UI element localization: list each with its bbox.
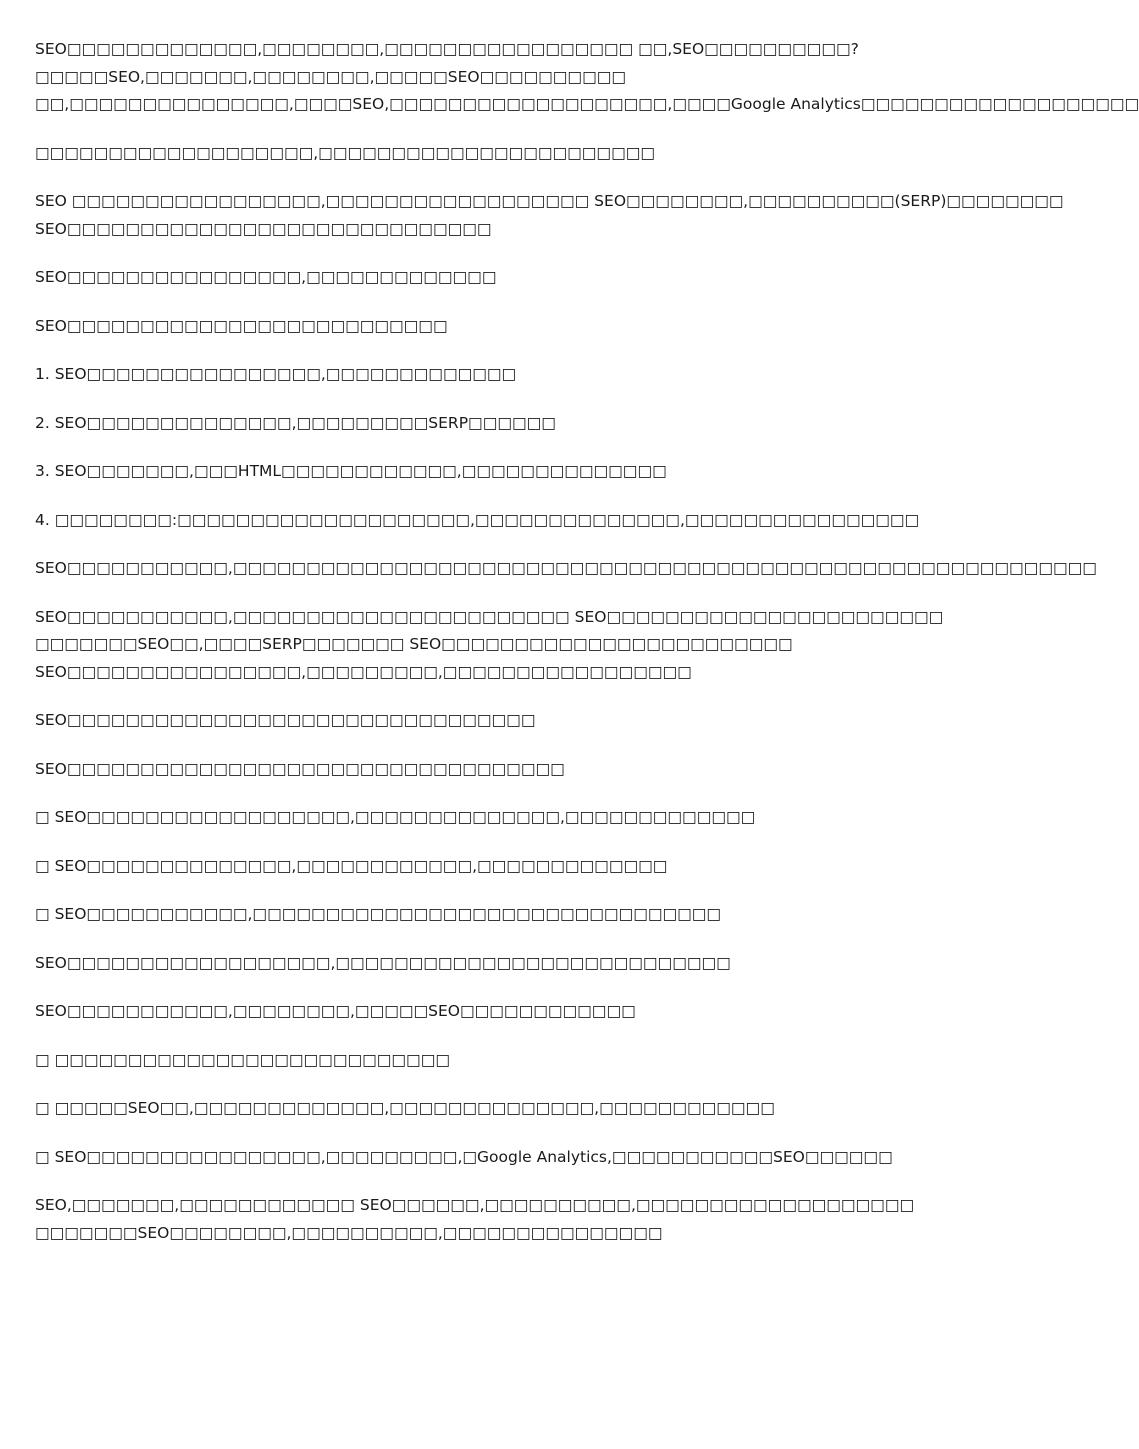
paragraph <box>35 901 985 929</box>
paragraph <box>35 756 985 784</box>
text-line: 3. SEO□□□□□□□,□□□HTML□□□□□□□□□□□□,□□□□□□□□□□□□□□ <box>35 462 667 480</box>
paragraph <box>35 853 985 881</box>
text-line: □ □□□□□□□□□□□□□□□□□□□□□□□□□□□ <box>35 1050 450 1069</box>
text-line: □□,□□□□□□□□□□□□□□□,□□□□SEO,□□□□□□□□□□□□□□□□□□□,□□□□Google Analytics□□□□□□□□□□□□□□□□□□□ <box>35 95 1139 113</box>
paragraph <box>35 264 985 292</box>
text-line: SEO□□□□□□□□□□□□□□□□□□□□□□□□□□ <box>35 316 448 335</box>
text-line: □ □□□□□SEO□□,□□□□□□□□□□□□□,□□□□□□□□□□□□□□,□□□□□□□□□□□□ <box>35 1099 775 1117</box>
paragraph <box>35 604 985 687</box>
paragraph <box>35 998 985 1026</box>
text-line: SEO□□□□□□□□□□□□□,□□□□□□□□,□□□□□□□□□□□□□□□□□ □□,SEO□□□□□□□□□□? <box>35 40 859 58</box>
text-line: □ SEO□□□□□□□□□□□□□□,□□□□□□□□□□□□,□□□□□□□□□□□□□ <box>35 856 668 875</box>
text-line: SEO□□□□□□□□□□□,□□□□□□□□□□□□□□□□□□□□□□□□□□□□□□□□□□□□□□□□□□□□□□□□□□□□□□□□□□□ <box>35 559 1097 577</box>
text-line: □□□□□□□SEO□□,□□□□SERP□□□□□□□ SEO□□□□□□□□□□□□□□□□□□□□□□□□ <box>35 635 793 653</box>
text-line: SEO □□□□□□□□□□□□□□□□□,□□□□□□□□□□□□□□□□□□ SEO□□□□□□□□,□□□□□□□□□□(SERP)□□□□□□□□ <box>35 192 1064 210</box>
paragraph <box>35 1047 985 1075</box>
paragraph <box>35 36 1139 119</box>
text-line: □□□□□□□SEO□□□□□□□□,□□□□□□□□□□,□□□□□□□□□□□□□□□ <box>35 1223 663 1242</box>
paragraph <box>35 1095 985 1123</box>
text-line: □ SEO□□□□□□□□□□□,□□□□□□□□□□□□□□□□□□□□□□□□□□□□□□□□ <box>35 905 722 923</box>
paragraph <box>35 188 1064 243</box>
paragraph <box>35 707 985 735</box>
text-line: SEO□□□□□□□□□□□,□□□□□□□□□□□□□□□□□□□□□□□ SEO□□□□□□□□□□□□□□□□□□□□□□□ <box>35 607 944 626</box>
paragraph <box>35 410 985 438</box>
text-line: SEO□□□□□□□□□□□□□□□□,□□□□□□□□□,□□□□□□□□□□□□□□□□□ <box>35 662 692 681</box>
text-line: SEO□□□□□□□□□□□□□□□□□□,□□□□□□□□□□□□□□□□□□□□□□□□□□□ <box>35 953 731 972</box>
paragraph <box>35 507 985 535</box>
paragraph <box>35 555 1097 583</box>
text-line: 4. □□□□□□□□:□□□□□□□□□□□□□□□□□□□□,□□□□□□□□□□□□□□,□□□□□□□□□□□□□□□□ <box>35 510 920 529</box>
paragraph <box>35 804 985 832</box>
paragraph <box>35 950 985 978</box>
text-line: SEO,□□□□□□□,□□□□□□□□□□□□ SEO□□□□□□,□□□□□□□□□□,□□□□□□□□□□□□□□□□□□□ <box>35 1196 915 1214</box>
paragraph <box>35 458 985 486</box>
text-line: SEO□□□□□□□□□□□□□□□□,□□□□□□□□□□□□□ <box>35 268 497 286</box>
paragraph <box>35 313 985 341</box>
text-line: □ SEO□□□□□□□□□□□□□□□□,□□□□□□□□□,□Google Analytics,□□□□□□□□□□□SEO□□□□□□ <box>35 1147 893 1166</box>
text-line: □ SEO□□□□□□□□□□□□□□□□□□,□□□□□□□□□□□□□□,□□□□□□□□□□□□□ <box>35 808 756 826</box>
paragraph <box>35 361 985 389</box>
paragraph <box>35 1144 985 1172</box>
text-line: □□□□□□□□□□□□□□□□□□□,□□□□□□□□□□□□□□□□□□□□□□□ <box>35 143 656 162</box>
text-line: 1. SEO□□□□□□□□□□□□□□□□,□□□□□□□□□□□□□ <box>35 365 517 383</box>
paragraph <box>35 140 985 168</box>
text-line: SEO□□□□□□□□□□□□□□□□□□□□□□□□□□□□□□□□ <box>35 711 536 729</box>
document-page <box>35 36 1139 1268</box>
text-line: 2. SEO□□□□□□□□□□□□□□,□□□□□□□□□SERP□□□□□□ <box>35 413 556 432</box>
text-line: SEO□□□□□□□□□□□,□□□□□□□□,□□□□□SEO□□□□□□□□□□□□ <box>35 1002 636 1020</box>
paragraph <box>35 1192 985 1247</box>
text-line: □□□□□SEO,□□□□□□□,□□□□□□□□,□□□□□SEO□□□□□□□□□□ <box>35 67 627 86</box>
text-line: SEO□□□□□□□□□□□□□□□□□□□□□□□□□□□□□ <box>35 219 492 238</box>
text-line: SEO□□□□□□□□□□□□□□□□□□□□□□□□□□□□□□□□□□ <box>35 759 565 778</box>
